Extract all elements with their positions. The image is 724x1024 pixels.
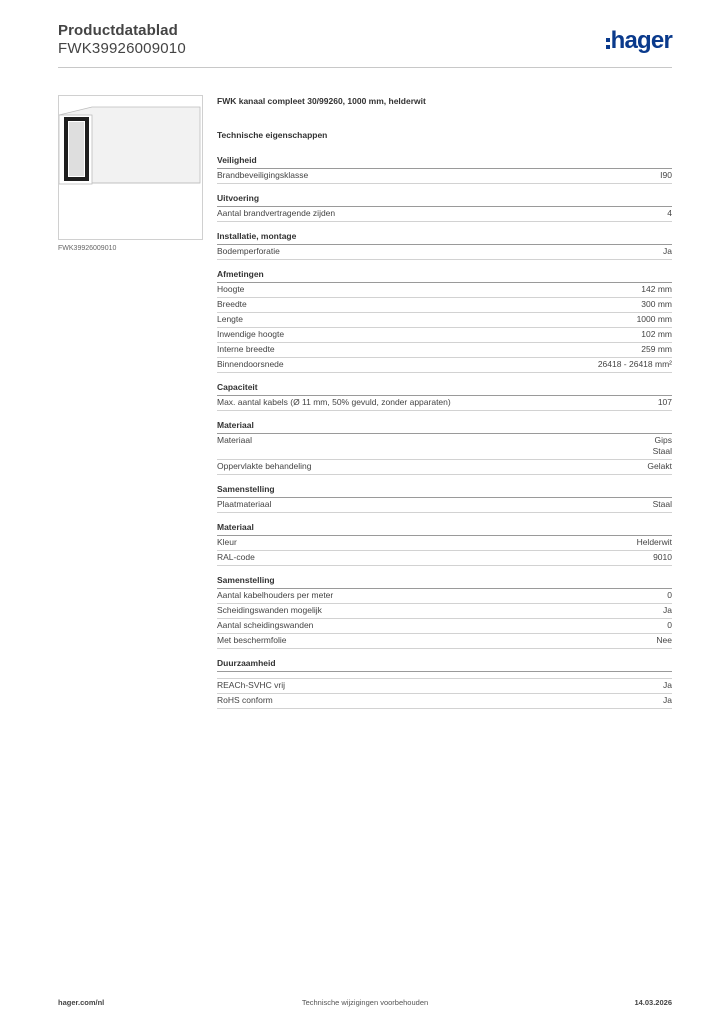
spec-row — [217, 551, 672, 566]
group-title: Materiaal — [217, 420, 672, 434]
spec-value: 102 mm — [641, 329, 672, 339]
footer-website-link[interactable]: hager.com/nl — [58, 998, 105, 1007]
spec-value: Nee — [656, 635, 672, 645]
spec-group-materiaal-kleur — [217, 522, 672, 566]
spec-label: RAL-code — [217, 552, 255, 562]
spec-row — [217, 298, 672, 313]
group-title: Duurzaamheid — [217, 658, 672, 672]
spec-row — [217, 678, 672, 694]
spec-label: Aantal brandvertragende zijden — [217, 208, 336, 218]
spec-row — [217, 207, 672, 222]
spec-label: Max. aantal kabels (Ø 11 mm, 50% gevuld, zonder apparaten) — [217, 397, 451, 407]
spec-row — [217, 169, 672, 184]
spec-value: 259 mm — [641, 344, 672, 354]
spec-row — [217, 396, 672, 411]
group-title: Afmetingen — [217, 269, 672, 283]
spec-value: 1000 mm — [636, 314, 672, 324]
spec-value-line: Gips — [654, 435, 672, 445]
product-number: FWK39926009010 — [58, 40, 186, 57]
product-title: FWK kanaal compleet 30/99260, 1000 mm, helderwit — [217, 96, 426, 106]
spec-label: Kleur — [217, 537, 237, 547]
spec-label: Brandbeveiligingsklasse — [217, 170, 309, 180]
spec-value: 142 mm — [641, 284, 672, 294]
spec-label: Breedte — [217, 299, 247, 309]
footer-date: 14.03.2026 — [634, 998, 672, 1007]
spec-row — [217, 283, 672, 298]
spec-value: 0 — [667, 620, 672, 630]
group-title: Materiaal — [217, 522, 672, 536]
spec-row — [217, 498, 672, 513]
spec-row — [217, 343, 672, 358]
spec-group-afmetingen — [217, 269, 672, 373]
document-title: Productdatablad — [58, 22, 178, 39]
spec-row — [217, 536, 672, 551]
spec-value: 4 — [667, 208, 672, 218]
spec-group-capaciteit — [217, 382, 672, 411]
spec-label: Oppervlakte behandeling — [217, 461, 312, 471]
spec-label: Inwendige hoogte — [217, 329, 285, 339]
spec-label: Plaatmateriaal — [217, 499, 272, 509]
spec-row — [217, 694, 672, 709]
spec-value: 107 — [657, 397, 672, 407]
spec-label: Hoogte — [217, 284, 245, 294]
spec-row — [217, 358, 672, 373]
group-title: Uitvoering — [217, 193, 672, 207]
spec-value: 9010 — [653, 552, 672, 562]
spec-group-materiaal — [217, 420, 672, 475]
group-title: Samenstelling — [217, 575, 672, 589]
spec-group-duurzaamheid — [217, 658, 672, 709]
spec-row — [217, 245, 672, 260]
page-header — [58, 22, 672, 68]
spec-label: Lengte — [217, 314, 243, 324]
group-title: Samenstelling — [217, 484, 672, 498]
spec-row — [217, 313, 672, 328]
image-caption: FWK39926009010 — [58, 245, 117, 252]
spec-row — [217, 619, 672, 634]
cable-duct-product-image — [58, 95, 203, 240]
logo-text: hager — [610, 27, 672, 54]
spec-label: Aantal kabelhouders per meter — [217, 590, 334, 600]
spec-label: Aantal scheidingswanden — [217, 620, 314, 630]
spec-row — [217, 460, 672, 475]
spec-value: Staal — [652, 499, 672, 509]
cable-duct-icon — [59, 96, 202, 239]
spec-value — [653, 435, 672, 457]
group-title: Capaciteit — [217, 382, 672, 396]
group-title: Veiligheid — [217, 155, 672, 169]
spec-value: Gelakt — [647, 461, 672, 471]
spec-value: Ja — [663, 605, 672, 615]
spec-value-line: Staal — [652, 446, 672, 456]
spec-row — [217, 634, 672, 649]
spec-value: I90 — [660, 170, 672, 180]
spec-label: Binnendoorsnede — [217, 359, 284, 369]
spec-value: Ja — [663, 695, 672, 705]
spec-label: Materiaal — [217, 435, 252, 445]
spec-label: Met beschermfolie — [217, 635, 287, 645]
spec-value: 0 — [667, 590, 672, 600]
logo-dots-icon — [606, 38, 610, 49]
spec-label: Scheidingswanden mogelijk — [217, 605, 322, 615]
spec-value: 26418 - 26418 mm² — [597, 359, 672, 369]
spec-value: 300 mm — [641, 299, 672, 309]
spec-row — [217, 328, 672, 343]
spec-group-samenstelling — [217, 484, 672, 513]
spec-row — [217, 434, 672, 460]
group-title: Installatie, montage — [217, 231, 672, 245]
hager-logo — [606, 28, 672, 54]
spec-value: Ja — [663, 246, 672, 256]
section-title: Technische eigenschappen — [217, 130, 328, 140]
spec-label: RoHS conform — [217, 695, 273, 705]
spec-group-installatie — [217, 231, 672, 260]
spec-content — [217, 96, 672, 718]
spec-group-samenstelling-2 — [217, 575, 672, 649]
spec-row — [217, 589, 672, 604]
spec-row — [217, 604, 672, 619]
spec-label: REACh-SVHC vrij — [217, 680, 286, 690]
spec-group-uitvoering — [217, 193, 672, 222]
footer-disclaimer: Technische wijzigingen voorbehouden — [301, 998, 429, 1007]
spec-value: Ja — [663, 680, 672, 690]
spec-label: Bodemperforatie — [217, 246, 280, 256]
spec-group-veiligheid — [217, 155, 672, 184]
spec-label: Interne breedte — [217, 344, 275, 354]
spec-value: Helderwit — [636, 537, 672, 547]
